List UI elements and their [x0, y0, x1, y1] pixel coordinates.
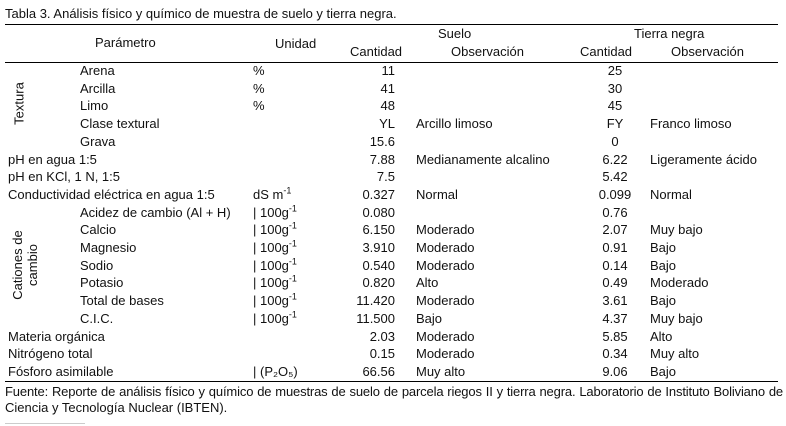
tierra-observacion-cell: Alto — [650, 328, 673, 344]
header-suelo: Suelo — [438, 26, 472, 41]
table-row — [0, 115, 786, 133]
suelo-observacion-cell: Moderado — [416, 328, 475, 344]
suelo-cantidad-cell: 0.820 — [362, 275, 395, 291]
unit-cell: dS $m^{-1}$ — [253, 185, 292, 202]
header-suelo-observacion: Observación — [451, 44, 524, 59]
parameter-cell: Magnesio — [80, 240, 137, 255]
unit-exponent: -1 — [288, 291, 297, 302]
parameter-cell: Total de bases — [80, 293, 164, 309]
parameter-cell: Nitrógeno total — [8, 346, 93, 362]
unit-cell: | $100g^{-1}$ — [253, 291, 297, 309]
table-row — [0, 328, 786, 346]
unit-cell: | $100g^{-1}$ — [253, 309, 297, 326]
tierra-cantidad-cell: 30 — [607, 80, 623, 96]
suelo-observacion-cell: Arcillo limoso — [416, 116, 493, 132]
table-row — [0, 292, 786, 310]
unit-exponent: -1 — [288, 203, 297, 214]
unit-cell: | $100g^{-1}$ — [253, 203, 297, 220]
unit-cell: | $100g^{-1}$ — [253, 274, 297, 291]
header-tierra-observacion: Observación — [671, 44, 744, 59]
parameter-cell: Grava — [80, 133, 116, 149]
footnote-line2: Ciencia y Tecnología Nuclear (IBTEN). — [5, 400, 228, 415]
tierra-observacion-cell: Muy bajo — [650, 222, 703, 238]
table-row — [0, 133, 786, 151]
suelo-cantidad-cell: 6.150 — [362, 222, 395, 238]
table-row — [0, 151, 786, 169]
tierra-observacion-cell: Bajo — [650, 363, 677, 379]
parameter-cell: pH en agua 1:5 — [8, 151, 97, 167]
unit-cell: | $100g^{-1}$ — [253, 220, 297, 238]
tierra-cantidad-cell: 0.099 — [598, 186, 632, 202]
table-row — [0, 80, 786, 98]
table-row — [0, 186, 786, 204]
unit-cell: % — [253, 80, 265, 96]
group-label-cationes-line1: Cationes de — [10, 230, 25, 300]
parameter-cell: Conductividad eléctrica en agua 1:5 — [8, 186, 215, 202]
suelo-observacion-cell: Moderado — [416, 240, 475, 255]
table-title: Tabla 3. Análisis físico y químico de muestra de suelo y tierra negra. — [5, 6, 397, 21]
unit-exponent: -1 — [288, 238, 297, 249]
parameter-cell: Potasio — [80, 275, 124, 291]
suelo-cantidad-cell: YL — [379, 116, 395, 132]
suelo-cantidad-cell: 2.03 — [369, 328, 395, 344]
header-suelo-cantidad: Cantidad — [350, 44, 403, 59]
table-row — [0, 274, 786, 292]
bottom-rule — [5, 381, 778, 382]
footnote-line1: Fuente: Reporte de análisis físico y químico de muestras de suelo de parcela riegos II y tierra negra. Laboratorio de Instituto Boliviano de — [5, 384, 783, 399]
group-label-cationes-line2: cambio — [25, 244, 40, 286]
table-row — [0, 345, 786, 363]
tierra-cantidad-cell: 2.07 — [602, 222, 628, 238]
suelo-observacion-cell: Moderado — [416, 293, 475, 309]
tierra-cantidad-cell: 45 — [607, 98, 623, 114]
suelo-observacion-cell: Alto — [416, 275, 439, 291]
tierra-observacion-cell: Bajo — [650, 240, 677, 255]
table-row — [0, 97, 786, 115]
top-rule — [5, 24, 778, 25]
parameter-cell: Materia orgánica — [8, 328, 105, 344]
suelo-cantidad-cell: 0.327 — [362, 186, 395, 202]
footnote-source — [5, 384, 783, 416]
tierra-cantidad-cell: 0.76 — [602, 204, 628, 220]
header-unidad: Unidad — [275, 36, 317, 51]
suelo-cantidad-cell: 7.88 — [369, 151, 395, 167]
tierra-cantidad-cell: 5.85 — [602, 328, 628, 344]
table-row — [0, 168, 786, 186]
tierra-cantidad-cell: 0.34 — [602, 346, 628, 362]
suelo-observacion-cell: Normal — [416, 186, 458, 202]
parameter-cell: Arcilla — [80, 80, 116, 96]
unit-exponent: -1 — [283, 185, 292, 196]
tierra-cantidad-cell: 0.14 — [602, 257, 628, 273]
tierra-cantidad-cell: 0 — [611, 133, 619, 149]
decorative-line — [5, 423, 85, 424]
tierra-cantidad-cell: 25 — [607, 63, 623, 78]
suelo-cantidad-cell: 15.6 — [369, 133, 395, 149]
table-row — [0, 363, 786, 381]
suelo-observacion-cell: Bajo — [416, 310, 443, 326]
header-tierra-negra: Tierra negra — [634, 26, 705, 41]
tierra-observacion-cell: Franco limoso — [650, 116, 732, 132]
tierra-cantidad-cell: FY — [606, 116, 624, 132]
tierra-cantidad-cell: 6.22 — [602, 151, 628, 167]
tierra-observacion-cell: Moderado — [650, 275, 709, 291]
parameter-cell: Acidez de cambio (Al + H) — [80, 204, 231, 220]
tierra-observacion-cell: Ligeramente ácido — [650, 151, 757, 167]
tierra-cantidad-cell: 5.42 — [602, 169, 628, 185]
suelo-cantidad-cell: 0.080 — [362, 204, 395, 220]
tierra-observacion-cell: Bajo — [650, 293, 677, 309]
suelo-cantidad-cell: 0.15 — [369, 346, 395, 362]
parameter-cell: Clase textural — [80, 116, 160, 132]
tierra-cantidad-cell: 0.91 — [602, 240, 628, 255]
unit-exponent: -1 — [288, 274, 297, 285]
suelo-cantidad-cell: 41 — [380, 80, 395, 96]
table-row — [0, 239, 786, 257]
parameter-cell: pH en KCl, 1 N, 1:5 — [8, 169, 120, 185]
parameter-cell: Limo — [80, 98, 109, 114]
suelo-observacion-cell: Moderado — [416, 257, 475, 273]
parameter-cell: Fósforo asimilable — [8, 363, 114, 379]
suelo-observacion-cell: Medianamente alcalino — [416, 151, 550, 167]
unit-cell: % — [253, 63, 265, 78]
tierra-cantidad-cell: 3.61 — [602, 293, 628, 309]
suelo-cantidad-cell: 66.56 — [362, 363, 395, 379]
suelo-observacion-cell: Moderado — [416, 222, 475, 238]
unit-exponent: -1 — [288, 256, 297, 267]
tierra-cantidad-cell: 0.49 — [602, 275, 628, 291]
unit-cell: % — [253, 98, 265, 114]
header-parametro: Parámetro — [95, 35, 156, 50]
table-row — [0, 310, 786, 328]
suelo-cantidad-cell: 11 — [381, 63, 395, 78]
table-row — [0, 221, 786, 239]
suelo-observacion-cell: Muy alto — [416, 363, 466, 379]
suelo-cantidad-cell: 11.420 — [356, 293, 395, 309]
suelo-cantidad-cell: 11.500 — [356, 310, 395, 326]
parameter-cell: Sodio — [80, 257, 114, 273]
group-label-textura: Textura — [11, 82, 27, 125]
header-tierra-cantidad: Cantidad — [580, 44, 633, 59]
unit-exponent: -1 — [288, 220, 297, 231]
suelo-cantidad-cell: 3.910 — [362, 240, 395, 255]
tierra-observacion-cell: Bajo — [650, 257, 677, 273]
unit-exponent: -1 — [288, 309, 297, 320]
suelo-cantidad-cell: 48 — [380, 98, 395, 114]
table-row — [0, 62, 786, 80]
unit-cell: | $100g^{-1}$ — [253, 256, 297, 273]
suelo-observacion-cell: Moderado — [416, 346, 475, 362]
table-row — [0, 204, 786, 222]
suelo-cantidad-cell: 7.5 — [376, 169, 395, 185]
unit-cell: | $100g^{-1}$ — [253, 238, 297, 255]
tierra-observacion-cell: Muy alto — [650, 346, 700, 362]
table-row — [0, 257, 786, 275]
parameter-cell: C.I.C. — [80, 310, 114, 326]
tierra-observacion-cell: Normal — [650, 186, 692, 202]
parameter-cell: Calcio — [80, 222, 117, 238]
tierra-observacion-cell: Muy bajo — [650, 310, 703, 326]
suelo-cantidad-cell: 0.540 — [362, 257, 395, 273]
tierra-cantidad-cell: 4.37 — [602, 310, 628, 326]
tierra-cantidad-cell: 9.06 — [602, 363, 628, 379]
unit-cell: | (P₂O₅) — [253, 363, 298, 379]
parameter-cell: Arena — [80, 63, 115, 78]
